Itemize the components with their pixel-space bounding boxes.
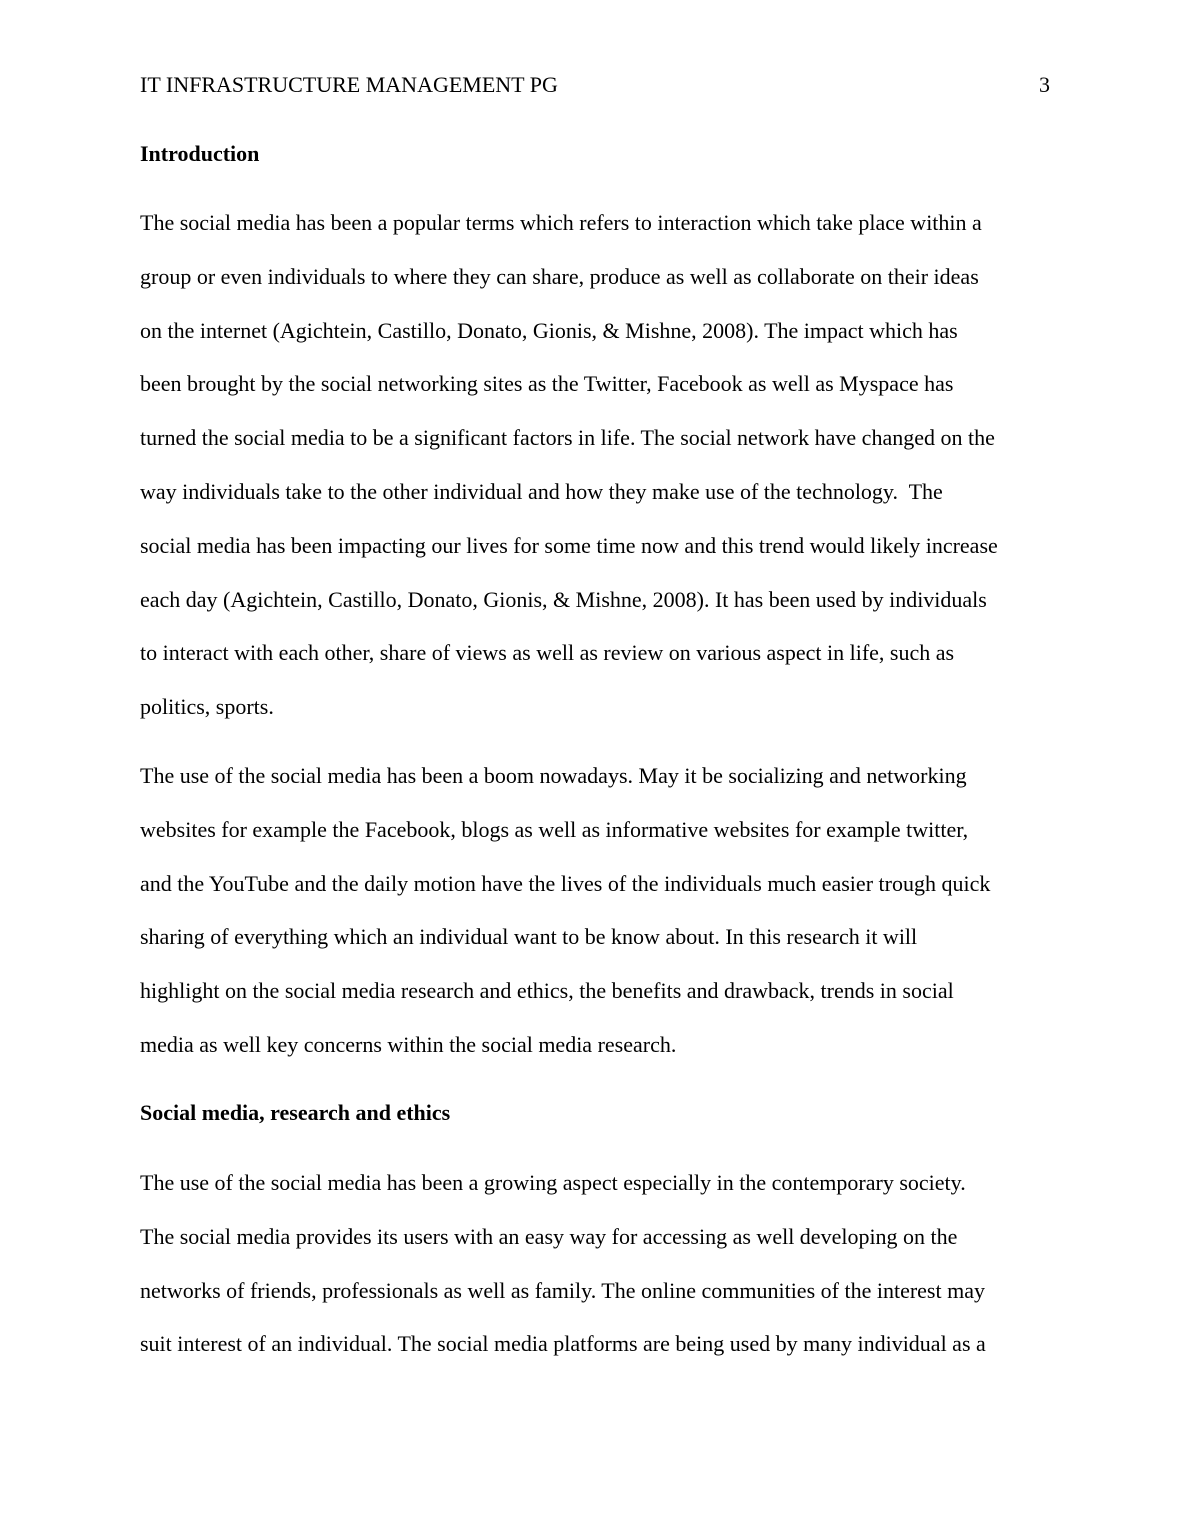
page-number: 3 (1039, 72, 1050, 97)
text-line: The use of the social media has been a boom nowadays. May it be socializing and networking (140, 763, 967, 788)
running-title: IT INFRASTRUCTURE MANAGEMENT PG (140, 72, 558, 97)
text-line: politics, sports. (140, 694, 274, 720)
paragraph-ethics-1 (140, 1168, 1060, 1383)
text-line: suit interest of an individual. The social media platforms are being used by many individual as a (140, 1331, 986, 1357)
text-line: The social media provides its users with an easy way for accessing as well developing on the (140, 1223, 958, 1249)
section-heading-introduction: Introduction (140, 141, 260, 166)
text-line: media as well key concerns within the social media research. (140, 1031, 677, 1057)
text-line: been brought by the social networking sites as the Twitter, Facebook as well as Myspace has (140, 371, 954, 397)
text-line: turned the social media to be a significant factors in life. The social network have changed on the (140, 425, 995, 451)
text-line: The use of the social media has been a growing aspect especially in the contemporary society. (140, 1170, 966, 1195)
paragraph-intro-2 (140, 761, 1060, 1084)
text-line: way individuals take to the other individual and how they make use of the technology. The (140, 478, 943, 504)
text-line: social media has been impacting our lives for some time now and this trend would likely increase (140, 532, 998, 558)
text-line: highlight on the social media research and ethics, the benefits and drawback, trends in social (140, 978, 954, 1004)
section-heading-social-media-research-ethics: Social media, research and ethics (140, 1100, 451, 1125)
text-line: group or even individuals to where they can share, produce as well as collaborate on their ideas (140, 263, 979, 289)
text-line: and the YouTube and the daily motion have the lives of the individuals much easier trough quick (140, 870, 991, 896)
text-line: sharing of everything which an individual want to be know about. In this research it will (140, 924, 918, 950)
text-line: each day (Agichtein, Castillo, Donato, Gionis, & Mishne, 2008). It has been used by individuals (140, 586, 987, 612)
text-line: websites for example the Facebook, blogs as well as informative websites for example twitter, (140, 816, 969, 842)
running-head (140, 70, 1050, 100)
text-line: to interact with each other, share of views as well as review on various aspect in life, such as (140, 640, 955, 666)
paragraph-intro-1 (140, 208, 1060, 746)
text-line: networks of friends, professionals as well as family. The online communities of the interest may (140, 1277, 985, 1303)
text-line: on the internet (Agichtein, Castillo, Donato, Gionis, & Mishne, 2008). The impact which has (140, 317, 958, 343)
text-line: The social media has been a popular terms which refers to interaction which take place within a (140, 210, 982, 235)
